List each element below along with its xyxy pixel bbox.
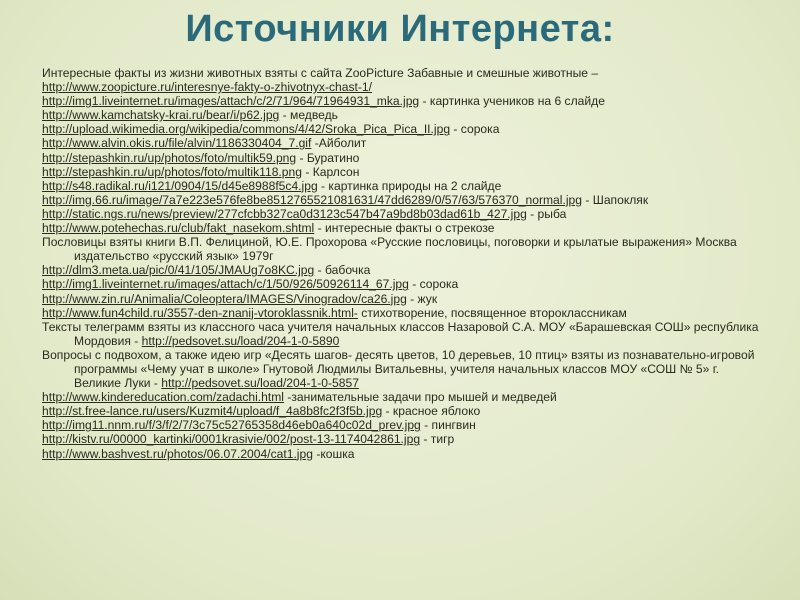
source-link[interactable]: http://pedsovet.su/load/204-1-0-5890: [141, 333, 340, 348]
source-link[interactable]: http://img.66.ru/image/7a7e223e576fe8be8512765521081631/47dd6289/0/57/63/576370_normal.jpg: [42, 192, 582, 207]
list-item: [42, 108, 768, 122]
source-link[interactable]: http://www.potehechas.ru/club/fakt_nasekom.shtml: [42, 221, 315, 236]
source-link[interactable]: http://www.zoopicture.ru/interesnye-fakty-o-zhivotnyx-chast-1/: [42, 80, 373, 95]
source-link[interactable]: http://img1.liveinternet.ru/images/attach/c/2/71/964/71964931_mka.jpg: [42, 94, 420, 109]
entry-text: -кошка: [312, 446, 355, 461]
list-item: [42, 306, 768, 320]
source-link[interactable]: http://img1.liveinternet.ru/images/attach/c/1/50/926/50926114_67.jpg: [42, 277, 409, 292]
entry-text: - жук: [406, 291, 438, 306]
entry-text: - картинка учеников на 6 слайде: [419, 94, 605, 109]
source-link[interactable]: http://st.free-lance.ru/users/Kuzmit4/upload/f_4a8b8fc2f3f5b.jpg: [42, 404, 383, 419]
list-item: [42, 221, 768, 235]
list-item: [42, 320, 768, 348]
source-link[interactable]: http://kistv.ru/00000_kartinki/0001krasivie/002/post-13-1174042861.jpg: [42, 432, 421, 447]
source-link[interactable]: http://stepashkin.ru/up/photos/foto/multik118.png: [42, 164, 302, 179]
entry-text: Тексты телеграмм взяты из классного часа учителя начальных классов Назаровой С.А. МОУ «Барашевская СОШ» республика Мордовия -: [42, 319, 759, 348]
entry-text: -Айболит: [311, 136, 367, 151]
list-item: [42, 292, 768, 306]
list-item: [42, 418, 768, 432]
source-link[interactable]: http://www.kindereducation.com/zadachi.html: [42, 390, 284, 405]
entry-text: - картинка природы на 2 слайде: [317, 178, 502, 193]
source-link[interactable]: http://dlm3.meta.ua/pic/0/41/105/JMAUg7o8KC.jpg: [42, 263, 315, 278]
list-item: [42, 390, 768, 404]
list-item: [42, 207, 768, 221]
source-link[interactable]: http://static.ngs.ru/news/preview/277cfcbb327ca0d3123c547b47a9bd8b03dad61b_427.jpg: [42, 206, 527, 221]
entry-text: - тигр: [420, 432, 455, 447]
source-link[interactable]: http://upload.wikimedia.org/wikipedia/commons/4/42/Sroka_Pica_Pica_II.jpg: [42, 122, 451, 137]
entry-text: - Карлсон: [301, 164, 360, 179]
entry-text: - интересные факты о стрекозе: [314, 221, 495, 236]
entry-text: - Буратино: [296, 150, 360, 165]
list-item: [42, 277, 768, 291]
source-link[interactable]: http://img11.nnm.ru/f/3/f/2/7/3c75c52765358d46eb0a640c02d_prev.jpg: [42, 418, 421, 433]
list-item: [42, 122, 768, 136]
source-link[interactable]: http://stepashkin.ru/up/photos/foto/multik59.png: [42, 150, 297, 165]
entry-text: -занимательные задачи про мышей и медведей: [284, 390, 557, 405]
entry-text: - Шапокляк: [581, 192, 649, 207]
list-item: [42, 151, 768, 165]
list-item: [42, 404, 768, 418]
entry-text: стихотворение, посвященное второклассникам: [357, 305, 627, 320]
list-item: [42, 165, 768, 179]
list-item: [42, 432, 768, 446]
page-title: Источники Интернета:: [185, 8, 615, 50]
entry-text: - рыба: [526, 206, 567, 221]
source-link[interactable]: http://s48.radikal.ru/i121/0904/15/d45e8988f5c4.jpg: [42, 178, 318, 193]
source-link[interactable]: http://www.bashvest.ru/photos/06.07.2004/cat1.jpg: [42, 446, 313, 461]
source-link[interactable]: http://www.alvin.okis.ru/file/alvin/1186330404_7.gif: [42, 136, 312, 151]
source-link[interactable]: http://www.fun4child.ru/3557-den-znanij-vtoroklassnik.html-: [42, 305, 358, 320]
list-item: [42, 179, 768, 193]
source-link[interactable]: http://pedsovet.su/load/204-1-0-5857: [161, 376, 359, 391]
entry-text: - красное яблоко: [382, 404, 481, 419]
list-item: [42, 66, 768, 80]
source-link[interactable]: http://www.kamchatsky-krai.ru/bear/i/p62.jpg: [42, 108, 280, 123]
entry-text: - сорока: [450, 122, 500, 137]
entry-text: - бабочка: [314, 263, 371, 278]
entry-text: Интересные факты из жизни животных взяты с сайта ZooPicture Забавные и смешные животные –: [42, 66, 599, 80]
list-item: [42, 193, 768, 207]
list-item: [42, 235, 768, 263]
entry-text: - пингвин: [420, 418, 476, 433]
entry-text: - сорока: [408, 277, 459, 292]
entry-text: - медведь: [279, 108, 338, 123]
entry-text: Пословицы взяты книги В.П. Фелициной, Ю.Е. Прохорова «Русские пословицы, поговорки и крылатые выражения» Москва издательство «русский язык» 1979г: [42, 235, 737, 264]
list-item: [42, 348, 768, 390]
list-item: [42, 94, 768, 108]
list-item: [42, 136, 768, 150]
source-link[interactable]: http://www.zin.ru/Animalia/Coleoptera/IMAGES/Vinogradov/ca26.jpg: [42, 291, 407, 306]
list-item: [42, 80, 768, 94]
entry-text: Вопросы с подвохом, а также идею игр «Десять шагов- десять цветов, 10 деревьев, 10 птиц» взяты из познавательно-игровой программы «Чему учат в школе» Гнутовой Людмилы Витальевны, учителя начальных классов МОУ «СОШ № 5» г. Великие Луки -: [42, 347, 755, 391]
sources-list: [42, 66, 768, 461]
list-item: [42, 447, 768, 461]
list-item: [42, 263, 768, 277]
